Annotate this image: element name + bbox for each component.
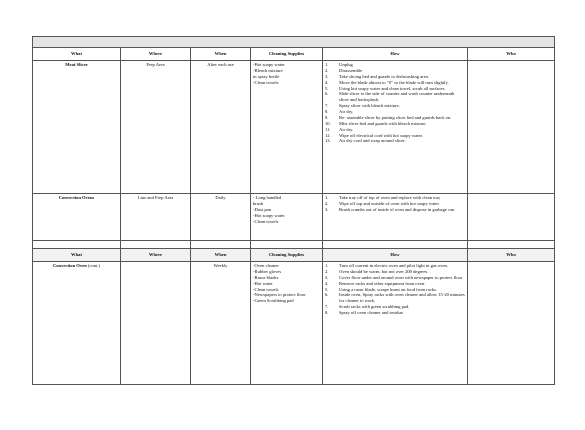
cleaning-schedule-table [32, 36, 555, 385]
supply-item: -Clean towels [253, 286, 279, 292]
supply-item: -Razor blades [253, 274, 279, 280]
when-cell: Daily [191, 194, 251, 241]
header-who: Who [468, 249, 555, 262]
steps-list [325, 263, 465, 316]
step-number: 8. [325, 310, 329, 315]
step-text: Turn off current in electric oven and pilot light in gas oven. [339, 263, 448, 268]
supply-item: -Bleach mixture [253, 67, 283, 73]
steps-list [325, 195, 465, 213]
supply-item: brush [253, 200, 264, 206]
supply-item: -Clean towels [253, 218, 279, 224]
step-text: Wipe off electrical cord with hot soapy water. [339, 132, 423, 138]
step-text: Unplug [339, 62, 353, 67]
repeat-header-row [33, 249, 555, 262]
header-who: Who [468, 48, 555, 61]
header-where: Where [121, 249, 191, 262]
step-number: 2. [325, 268, 329, 274]
header-what: What [33, 249, 121, 262]
step-number: 13. [325, 138, 331, 144]
table-row [33, 194, 555, 241]
step-text: Take tray off of top of oven and replace with clean tray [339, 195, 441, 200]
step-item [325, 138, 465, 144]
step-text: Using a razor blade, scrape burnt on food from racks. [339, 286, 438, 292]
supply-item: -Newspapers to protect floor [253, 292, 306, 298]
step-number: 5. [325, 286, 329, 292]
step-text: Wipe off top and outside of oven with hot soapy water [339, 200, 440, 206]
step-number: 9. [325, 114, 329, 120]
header-row [33, 48, 555, 61]
who-cell [468, 61, 555, 194]
supply-item: in spray bottle [253, 73, 280, 79]
table-row [33, 61, 555, 194]
step-text: Spray slicer with bleach mixture. [339, 103, 400, 109]
spacer-row [33, 241, 555, 249]
step-number: 2. [325, 67, 329, 73]
step-number: 1. [325, 263, 329, 268]
step-number: 6. [325, 292, 329, 298]
steps-list [325, 62, 465, 144]
step-number: 7. [325, 304, 329, 310]
what-cell: Meat Slicer [33, 61, 121, 194]
supply-item: -Hot soapy water [253, 212, 285, 218]
how-cell [323, 61, 468, 194]
step-number: 3. [325, 206, 329, 212]
step-number: 3. [325, 73, 329, 79]
header-cleaning-supplies: Cleaning Supplies [251, 249, 323, 262]
supplies-list [253, 195, 320, 224]
where-cell [121, 262, 191, 385]
step-number: 1. [325, 62, 329, 67]
header-what: What [33, 48, 121, 61]
header-how: How [323, 48, 468, 61]
supply-item: -Clean towels [253, 79, 279, 85]
step-number: 11. [325, 126, 331, 132]
step-number: 12. [325, 132, 331, 138]
step-number: 5. [325, 85, 329, 91]
step-number: 2. [325, 200, 329, 206]
where-cell: Prep Area [121, 61, 191, 194]
when-cell: Weekly [191, 262, 251, 385]
supplies-list [253, 263, 320, 304]
step-number: 1. [325, 195, 329, 200]
who-cell [468, 262, 555, 385]
step-number: 10. [325, 120, 331, 126]
step-number: 6. [325, 91, 329, 97]
step-text: Inside oven, Spray racks with oven cleaner and allow 15-20 minutes for cleaner to work. [339, 292, 465, 304]
header-where: Where [121, 48, 191, 61]
step-text: Spray off oven cleaner and residue. [339, 310, 404, 315]
header-when: When [191, 48, 251, 61]
step-text: Oven should be warm, but not over 200 degrees. [339, 268, 429, 274]
step-text: Cover floor under and around oven with newspaper to protect floor [339, 274, 463, 280]
step-text: Air dry cord and wrap around slicer. [339, 138, 406, 144]
how-cell [323, 194, 468, 241]
table-top-band [33, 37, 555, 48]
when-cell: After each use [191, 61, 251, 194]
step-text: Brush crumbs out of inside of oven and dispose in garbage can [339, 206, 455, 212]
supply-item: -Dust pan [253, 206, 271, 212]
supplies-cell [251, 262, 323, 385]
header-how: How [323, 249, 468, 262]
step-text: Air dry. [339, 109, 354, 114]
step-number: 4. [325, 79, 329, 85]
step-text: Move the blade almost to "0" so the blade will turn slightly. [339, 79, 449, 85]
table-row [33, 262, 555, 385]
who-cell [468, 194, 555, 241]
step-text: Re- assemble slicer by putting slicer bed and guards back on. [339, 114, 452, 120]
step-number: 4. [325, 280, 329, 286]
what-cell [33, 262, 121, 385]
step-item [325, 91, 465, 103]
supply-item: -Green Scrubbing pad [253, 298, 294, 304]
what-suffix: (cont.) [87, 263, 101, 268]
how-cell [323, 262, 468, 385]
step-item [325, 310, 465, 316]
step-text: Slide slicer to the side of counter and wash counter underneath slicer and backsplash. [339, 91, 455, 103]
step-number: 3. [325, 274, 329, 280]
supply-item: -Hot soapy water [253, 62, 285, 67]
step-number: 7. [325, 103, 329, 109]
header-when: When [191, 249, 251, 262]
step-item [325, 207, 465, 213]
supply-item: -Hot water [253, 280, 273, 286]
step-number: 8. [325, 109, 329, 114]
step-text: Remove racks and other equipment from oven. [339, 280, 426, 286]
supply-item: -Rubber gloves [253, 268, 282, 274]
step-text: Scrub racks with green scrubbing pad. [339, 304, 410, 310]
step-text: Take slicing bed and guards to dishwashing area. [339, 73, 429, 79]
step-text: Air dry. [339, 126, 354, 132]
step-item [325, 292, 465, 304]
supplies-list [253, 62, 320, 86]
supplies-cell [251, 61, 323, 194]
what-cell: Convection Ovens [33, 194, 121, 241]
step-text: Mist slicer bed and guards with bleach mixture. [339, 120, 427, 126]
supply-item: -Oven cleaner [253, 263, 279, 268]
what-label: Convection Oven [52, 263, 87, 268]
header-cleaning-supplies: Cleaning Supplies [251, 48, 323, 61]
where-cell: Line and Prep Area [121, 194, 191, 241]
step-text: Using hot soapy water and clean towel, scrub all surfaces. [339, 85, 446, 91]
supply-item: - Long handled [253, 195, 282, 200]
supplies-cell [251, 194, 323, 241]
step-text: Disassemble [339, 67, 363, 73]
